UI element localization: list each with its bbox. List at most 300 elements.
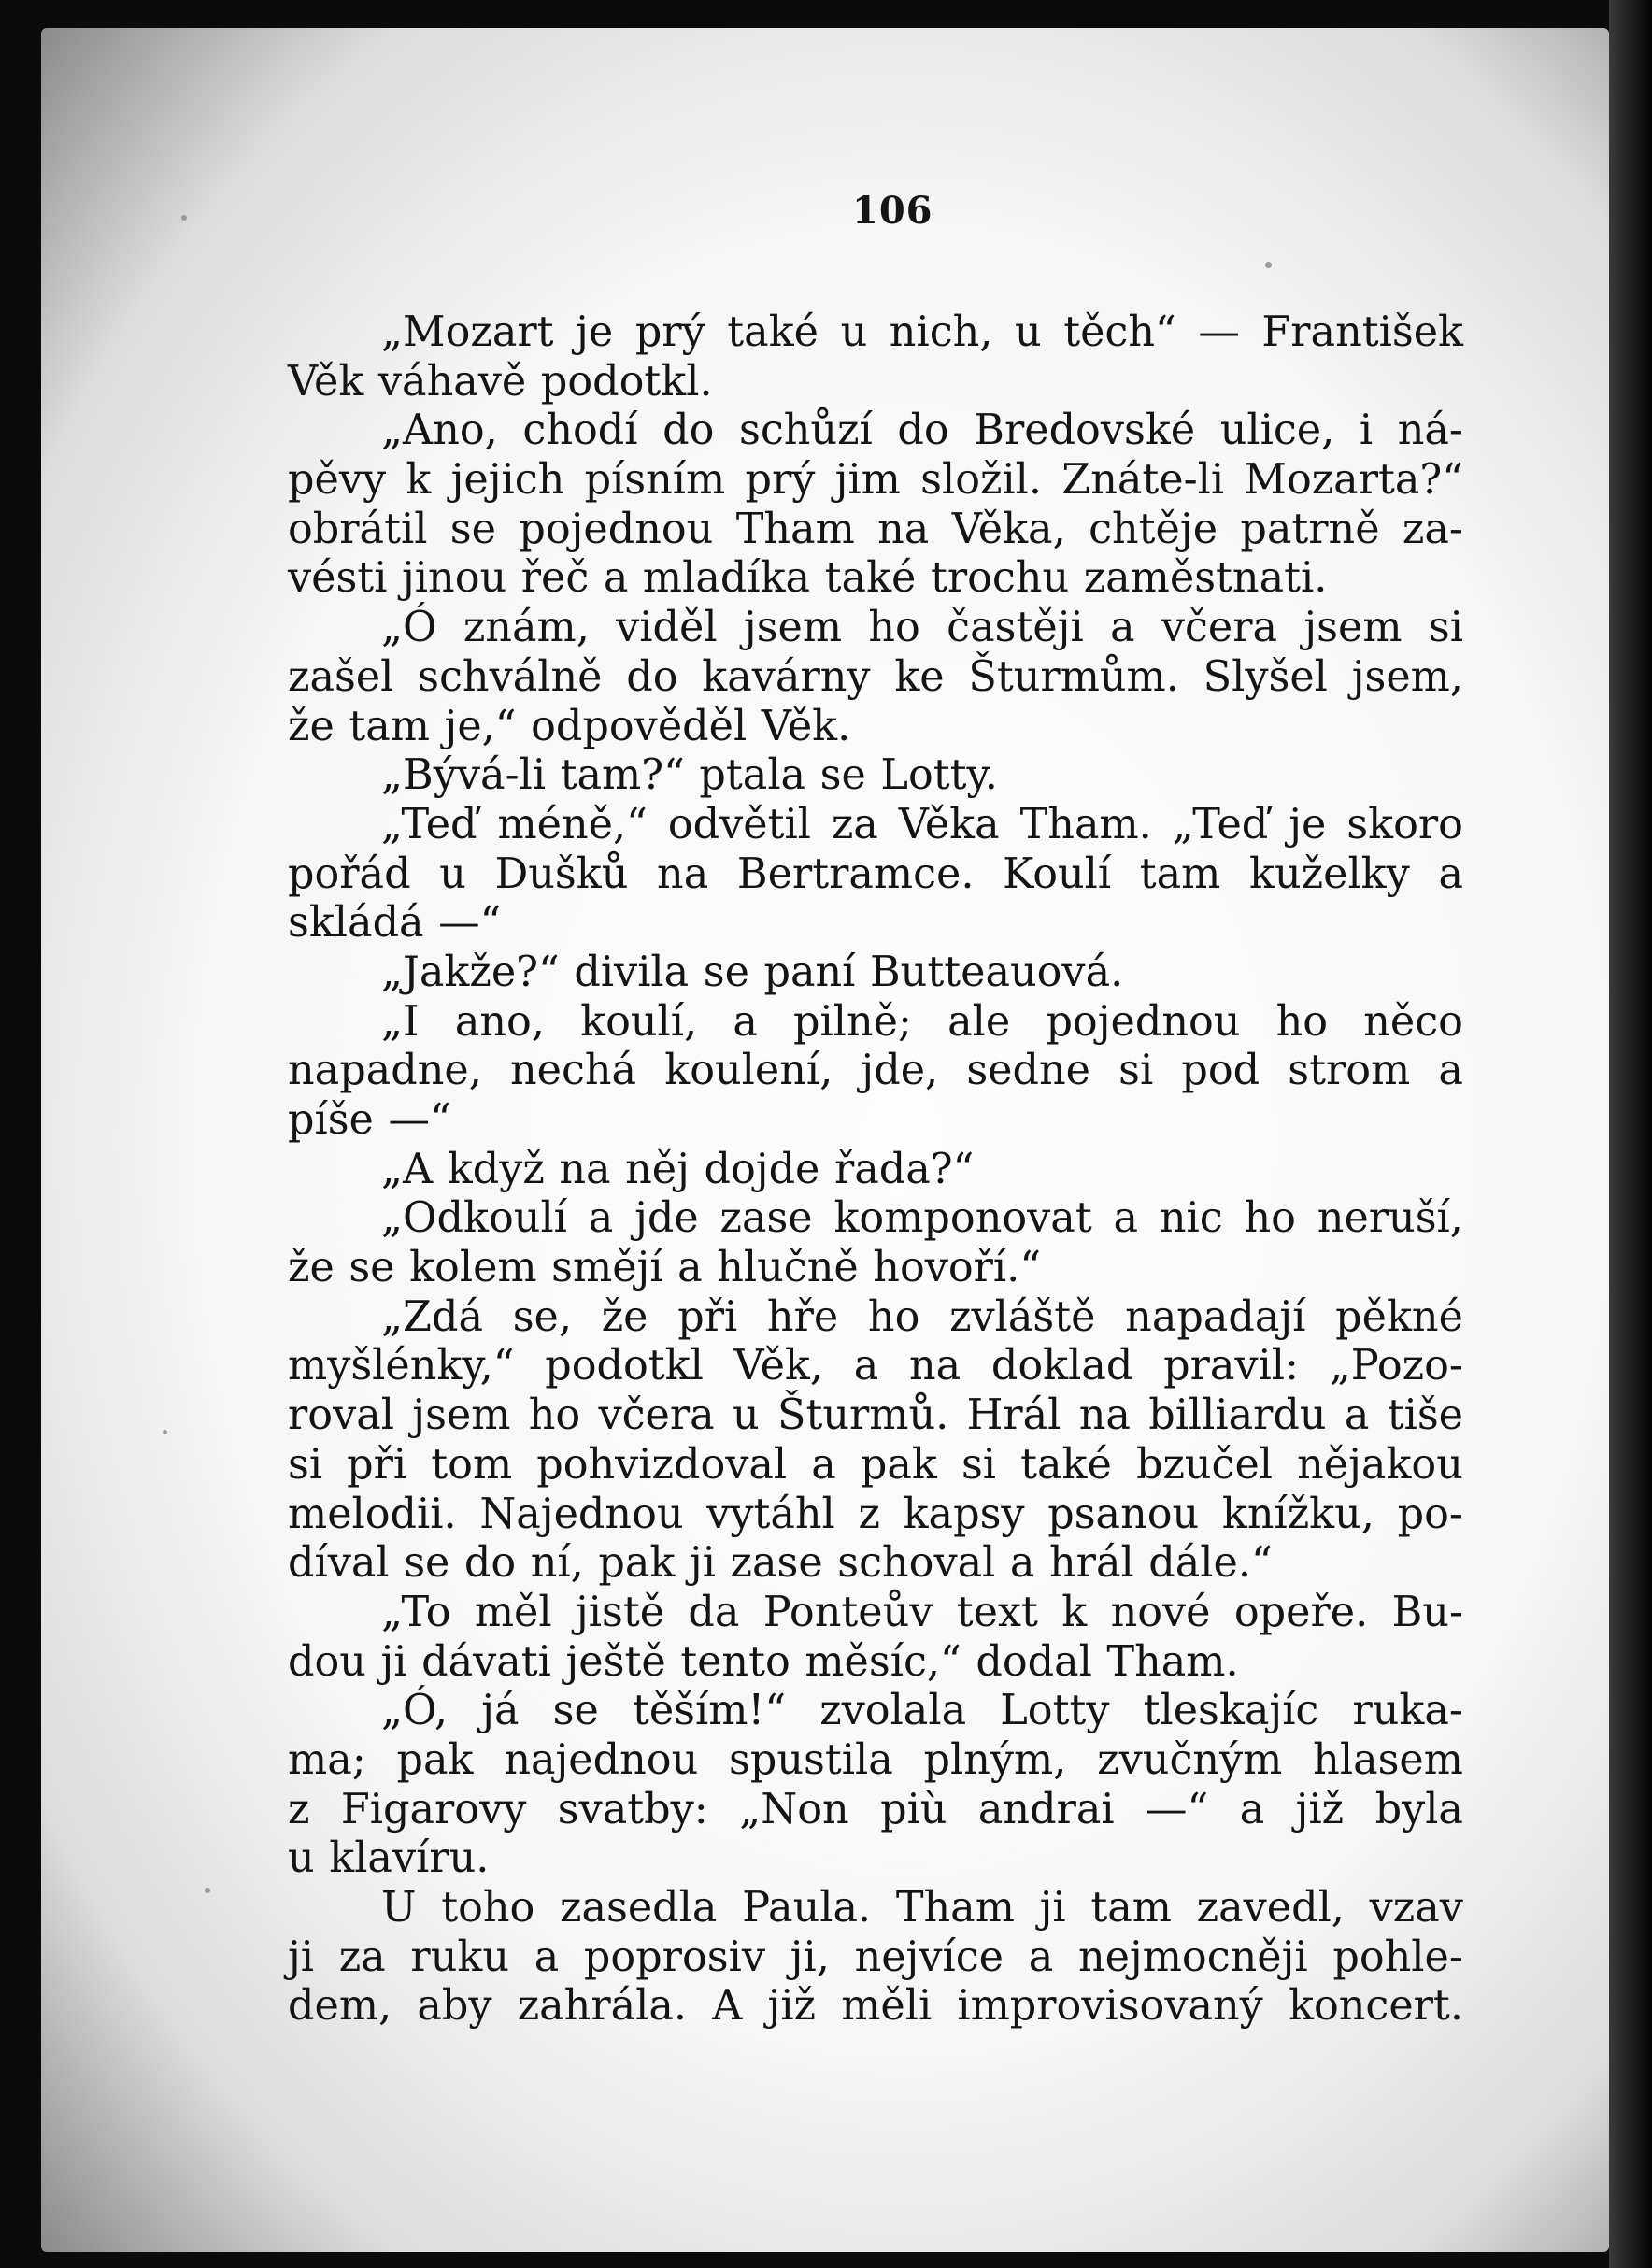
text-line: [288, 1786, 1463, 1835]
text-line: [288, 1391, 1463, 1441]
word: něco: [1363, 997, 1463, 1046]
word: dodal: [976, 1637, 1092, 1686]
word: mladíka: [642, 554, 811, 603]
word: pěvy: [288, 456, 387, 505]
word: sedne: [966, 1047, 1090, 1095]
word: „Jakže?“: [381, 948, 560, 996]
word: obrátil: [288, 505, 428, 553]
text-line: [288, 1834, 1463, 1884]
word: do: [463, 1539, 517, 1588]
text-line: [288, 1687, 1463, 1736]
word: skoro: [1346, 800, 1463, 849]
word: Mozarta?“: [1244, 456, 1463, 505]
word: ho: [1275, 997, 1329, 1046]
text-line: [288, 899, 1463, 949]
word: z: [288, 1785, 310, 1833]
word: klavíru.: [329, 1834, 490, 1883]
word: —“: [388, 1096, 451, 1144]
word: Šturmům.: [968, 652, 1179, 701]
word: najednou: [504, 1735, 699, 1784]
text-line: [288, 1441, 1463, 1491]
word: Věk,: [733, 1342, 824, 1391]
word: se: [552, 1687, 599, 1735]
word: jde,: [861, 1047, 939, 1095]
word: zase: [730, 1539, 823, 1588]
word: Věka,: [951, 505, 1066, 553]
word: schválně: [418, 652, 603, 701]
word: trochu: [930, 554, 1070, 603]
word: ulice,: [1219, 407, 1335, 455]
word: na: [877, 505, 930, 553]
word: těch“: [1063, 308, 1176, 356]
word: dojde: [704, 1145, 820, 1193]
word: na: [908, 1342, 961, 1391]
word: dem,: [288, 1982, 392, 2031]
word: Bertramce.: [736, 849, 975, 898]
word: tiše: [1387, 1391, 1463, 1440]
word: schůzí: [739, 407, 873, 455]
word: „Bývá-li: [381, 751, 547, 800]
text-line: [288, 1539, 1463, 1589]
word: při: [677, 1292, 738, 1341]
word: se: [404, 1539, 450, 1588]
text-line: [288, 1491, 1463, 1540]
word: se: [349, 1244, 395, 1292]
word: do: [662, 407, 715, 455]
word: písním: [584, 456, 726, 505]
text-line: [288, 850, 1463, 900]
text-line: [288, 1638, 1463, 1688]
word: bzučel: [1135, 1440, 1274, 1489]
word: „Zdá: [381, 1292, 483, 1341]
word: ke: [894, 652, 945, 701]
word: zašel: [288, 652, 394, 701]
word: a: [1110, 604, 1135, 652]
word: František: [1261, 308, 1463, 356]
word: paní: [763, 948, 856, 996]
text-line: [288, 358, 1463, 407]
word: odvětil: [667, 800, 811, 849]
word: improvisovaný: [957, 1982, 1263, 2031]
word: a: [534, 1933, 560, 1981]
word: Bu-: [1391, 1588, 1463, 1636]
text-line: [288, 456, 1463, 506]
word: znám,: [463, 604, 590, 652]
word: si: [288, 1440, 323, 1489]
word: jejich: [450, 456, 565, 505]
word: jsem: [412, 1391, 511, 1440]
word: na: [1078, 1391, 1131, 1440]
word: „Ó: [381, 604, 437, 652]
word: když: [447, 1145, 545, 1193]
text-line: [288, 1933, 1463, 1983]
word: podotkl: [545, 1342, 704, 1391]
word: zavedl,: [1196, 1884, 1345, 1932]
word: zasedla: [560, 1884, 718, 1932]
word: měsíc,“: [805, 1637, 961, 1686]
word: myšlénky,“: [288, 1342, 515, 1391]
word: kuželky: [1249, 849, 1410, 898]
word: zvučným: [1097, 1735, 1283, 1784]
word: „A: [381, 1145, 434, 1193]
word: spustila: [729, 1735, 893, 1784]
word: řada?“: [833, 1145, 975, 1193]
word: do: [897, 407, 949, 455]
word: roval: [288, 1391, 394, 1440]
word: dále.“: [1148, 1539, 1273, 1588]
word: odpověděl: [531, 702, 748, 750]
word: že: [288, 1244, 335, 1292]
word: ji: [288, 1933, 315, 1981]
word: že: [288, 702, 335, 750]
word: pohvizdoval: [536, 1440, 788, 1489]
word: dávati: [421, 1637, 551, 1686]
word: nic: [1159, 1194, 1223, 1243]
word: ruka-: [1352, 1687, 1463, 1735]
word: k: [1061, 1588, 1088, 1636]
word: billiardu: [1148, 1391, 1327, 1440]
word: aby: [417, 1982, 492, 2031]
word: ale: [947, 997, 1011, 1046]
word: se,: [512, 1292, 573, 1341]
word: a: [603, 554, 629, 603]
word: pravil:: [1163, 1342, 1299, 1391]
word: pojednou: [1046, 997, 1241, 1046]
word: ji: [1039, 1884, 1066, 1932]
word: něj: [625, 1145, 690, 1193]
word: chodí: [522, 407, 638, 455]
word: pod: [1181, 1047, 1260, 1095]
page-edge-shadow: [1609, 0, 1652, 2268]
word: jde: [634, 1194, 699, 1243]
word: a: [1438, 849, 1463, 898]
word: „Ano,: [381, 407, 498, 455]
word: si: [1428, 604, 1463, 652]
word: ní,: [530, 1539, 584, 1588]
word: kolem: [409, 1244, 537, 1292]
word: pojednou: [519, 505, 714, 553]
word: più: [880, 1785, 947, 1833]
word: na: [657, 849, 709, 898]
text-line: [288, 801, 1463, 850]
word: pěkné: [1335, 1292, 1463, 1341]
word: již: [767, 1982, 817, 2031]
word: ho: [867, 1292, 920, 1341]
word: ho: [528, 1391, 581, 1440]
text-line: [288, 703, 1463, 752]
word: skládá: [288, 899, 424, 948]
speck: [163, 1430, 167, 1434]
word: Paula.: [742, 1884, 872, 1932]
word: také: [824, 554, 917, 603]
word: nejmocněji: [1077, 1933, 1308, 1981]
word: knížku,: [1221, 1490, 1374, 1538]
word: vzav: [1369, 1884, 1463, 1932]
word: „Non: [739, 1785, 849, 1833]
word: Lotty: [1000, 1687, 1110, 1735]
word: pak: [396, 1735, 474, 1784]
word: poprosiv: [583, 1933, 765, 1981]
text-line: [288, 751, 1463, 801]
word: podotkl.: [540, 357, 713, 406]
word: za-: [1402, 505, 1463, 553]
word: melodii.: [288, 1490, 457, 1538]
word: —: [1198, 308, 1240, 356]
word: se: [819, 751, 866, 800]
word: „Teď: [381, 800, 477, 849]
word: měl: [474, 1588, 552, 1636]
word: ptala: [699, 751, 806, 800]
word: ná-: [1397, 407, 1463, 455]
word: po-: [1397, 1490, 1463, 1538]
text-line: [288, 1047, 1463, 1096]
text-line: [288, 1342, 1463, 1391]
word: a: [1344, 1391, 1370, 1440]
word: za: [338, 1933, 386, 1981]
word: Dušků: [494, 849, 629, 898]
word: smějí: [551, 1244, 663, 1292]
word: i: [1359, 407, 1374, 455]
word: viděl: [616, 604, 718, 652]
word: kavárny: [702, 652, 871, 701]
word: Věka: [898, 800, 1000, 849]
word: při: [347, 1440, 407, 1489]
text-line: [288, 998, 1463, 1048]
word: Figarovy: [340, 1785, 527, 1833]
word: u: [1014, 308, 1042, 356]
word: pak: [598, 1539, 676, 1588]
word: váhavě: [377, 357, 527, 406]
word: —“: [438, 899, 502, 948]
word: schoval: [837, 1539, 996, 1588]
word: tento: [680, 1637, 790, 1686]
word: psanou: [1047, 1490, 1200, 1538]
word: pak: [860, 1440, 937, 1489]
word: koncert.: [1288, 1982, 1463, 2031]
word: nechá: [509, 1047, 637, 1095]
word: u: [439, 849, 466, 898]
word: ji: [380, 1637, 407, 1686]
body-text: [288, 308, 1463, 2032]
word: hlasem: [1313, 1735, 1463, 1784]
text-line: [288, 1146, 1463, 1195]
word: text: [956, 1588, 1038, 1636]
word: složil.: [920, 456, 1043, 505]
word: toho: [441, 1884, 535, 1932]
text-line: [288, 308, 1463, 358]
word: tom: [431, 1440, 513, 1489]
word: včera: [598, 1391, 715, 1440]
word: za: [831, 800, 878, 849]
word: a: [733, 997, 758, 1046]
text-line: [288, 1293, 1463, 1343]
word: na: [559, 1145, 611, 1193]
text-line: [288, 1884, 1463, 1933]
word: ho: [1244, 1194, 1296, 1243]
word: dou: [288, 1637, 366, 1686]
word: doklad: [990, 1342, 1133, 1391]
word: si: [1118, 1047, 1154, 1095]
word: napadají: [1125, 1292, 1306, 1341]
word: Najednou: [479, 1490, 684, 1538]
word: U: [381, 1884, 417, 1932]
word: a: [1113, 1194, 1139, 1243]
speck: [1265, 262, 1272, 268]
word: Butteauová.: [869, 948, 1124, 996]
word: ji,: [790, 1933, 830, 1981]
word: pořád: [288, 849, 411, 898]
word: jsem: [743, 604, 843, 652]
word: hrál: [1049, 1539, 1134, 1588]
word: Bredovské: [974, 407, 1196, 455]
word: řeč: [520, 554, 590, 603]
word: patrně: [1240, 505, 1380, 553]
word: „Teď: [1172, 800, 1269, 849]
word: a: [811, 1440, 836, 1489]
word: je,“: [444, 702, 517, 750]
speck: [205, 1888, 210, 1893]
word: „Ó,: [381, 1687, 449, 1735]
word: a: [1239, 1785, 1265, 1833]
word: že: [601, 1292, 648, 1341]
word: „To: [381, 1588, 451, 1636]
word: divila: [574, 948, 690, 996]
word: andrai: [977, 1785, 1115, 1833]
word: zaměstnati.: [1083, 554, 1328, 603]
word: hovoří.“: [873, 1244, 1042, 1292]
text-line: [288, 949, 1463, 998]
word: da: [688, 1588, 740, 1636]
word: Slyšel: [1203, 652, 1328, 701]
word: méně,“: [497, 800, 648, 849]
word: nové: [1110, 1588, 1211, 1636]
word: těším!“: [632, 1687, 787, 1735]
text-line: [288, 506, 1463, 555]
word: koulí,: [580, 997, 698, 1046]
word: Věk.: [761, 702, 851, 750]
word: Věk: [288, 357, 364, 406]
word: ho: [868, 604, 920, 652]
word: včera: [1161, 604, 1278, 652]
word: vytáhl: [706, 1490, 835, 1538]
word: Tham: [895, 1884, 1015, 1932]
word: prý: [634, 308, 705, 356]
word: zvolala: [819, 1687, 967, 1735]
word: tam: [1090, 1884, 1172, 1932]
text-line: [288, 1589, 1463, 1638]
word: se: [449, 505, 496, 553]
text-line: [288, 1736, 1463, 1786]
word: je: [576, 308, 614, 356]
word: neruší,: [1317, 1194, 1463, 1243]
word: hře: [766, 1292, 839, 1341]
page-number: 106: [852, 189, 933, 233]
word: Hrál: [966, 1391, 1061, 1440]
word: já: [481, 1687, 520, 1735]
word: a: [1009, 1539, 1035, 1588]
word: jsem,: [1351, 652, 1463, 701]
text-line: [288, 407, 1463, 456]
word: napadne,: [288, 1047, 482, 1095]
word: k: [406, 456, 432, 505]
word: „Mozart: [381, 308, 554, 356]
word: Znáte-li: [1061, 456, 1225, 505]
word: hlučně: [717, 1244, 859, 1292]
word: jinou: [402, 554, 507, 603]
word: také: [1020, 1440, 1112, 1489]
word: častěji: [947, 604, 1084, 652]
word: koulení,: [664, 1047, 833, 1095]
word: již: [1295, 1785, 1345, 1833]
word: pilně;: [793, 997, 912, 1046]
word: a: [1438, 1047, 1463, 1095]
word: jsem: [1303, 604, 1403, 652]
word: měli: [841, 1982, 933, 2031]
word: zvláště: [949, 1292, 1096, 1341]
word: Lotty.: [880, 751, 998, 800]
word: strom: [1288, 1047, 1411, 1095]
word: a: [588, 1194, 614, 1243]
word: si: [961, 1440, 997, 1489]
word: do: [626, 652, 678, 701]
word: a: [853, 1342, 879, 1391]
word: a: [677, 1244, 703, 1292]
text-line: [288, 604, 1463, 653]
text-line: [288, 1096, 1463, 1146]
word: byla: [1374, 1785, 1463, 1833]
word: kapsy: [903, 1490, 1025, 1538]
word: svatby:: [557, 1785, 708, 1833]
word: tam?“: [560, 751, 685, 800]
word: díval: [288, 1539, 390, 1588]
word: tam: [349, 702, 430, 750]
word: u: [840, 308, 868, 356]
word: z: [858, 1490, 880, 1538]
word: Tham: [735, 505, 855, 553]
word: Šturmů.: [776, 1391, 949, 1440]
word: zahrála.: [517, 1982, 688, 2031]
text-line: [288, 554, 1463, 604]
word: jim: [834, 456, 901, 505]
word: komponovat: [833, 1194, 1092, 1243]
word: pohle-: [1332, 1933, 1463, 1981]
word: ano,: [454, 997, 545, 1046]
word: „I: [381, 997, 420, 1046]
word: se: [703, 948, 749, 996]
text-line: [288, 1194, 1463, 1244]
word: „Odkoulí: [381, 1194, 567, 1243]
word: ruku: [410, 1933, 509, 1981]
word: také: [727, 308, 819, 356]
word: prý: [745, 456, 816, 505]
word: nějakou: [1297, 1440, 1463, 1489]
word: tam: [1139, 849, 1221, 898]
word: a: [1028, 1933, 1054, 1981]
word: tleskajíc: [1143, 1687, 1319, 1735]
word: píše: [288, 1096, 374, 1144]
word: opeře.: [1233, 1588, 1369, 1636]
word: nejvíce: [854, 1933, 1004, 1981]
word: Tham.: [1106, 1637, 1239, 1686]
word: jistě: [575, 1588, 665, 1636]
word: ještě: [565, 1637, 666, 1686]
word: vésti: [288, 554, 388, 603]
text-line: [288, 653, 1463, 703]
word: Koulí: [1003, 849, 1112, 898]
word: „Pozo-: [1329, 1342, 1463, 1391]
word: je: [1289, 800, 1327, 849]
word: chtěje: [1089, 505, 1218, 553]
